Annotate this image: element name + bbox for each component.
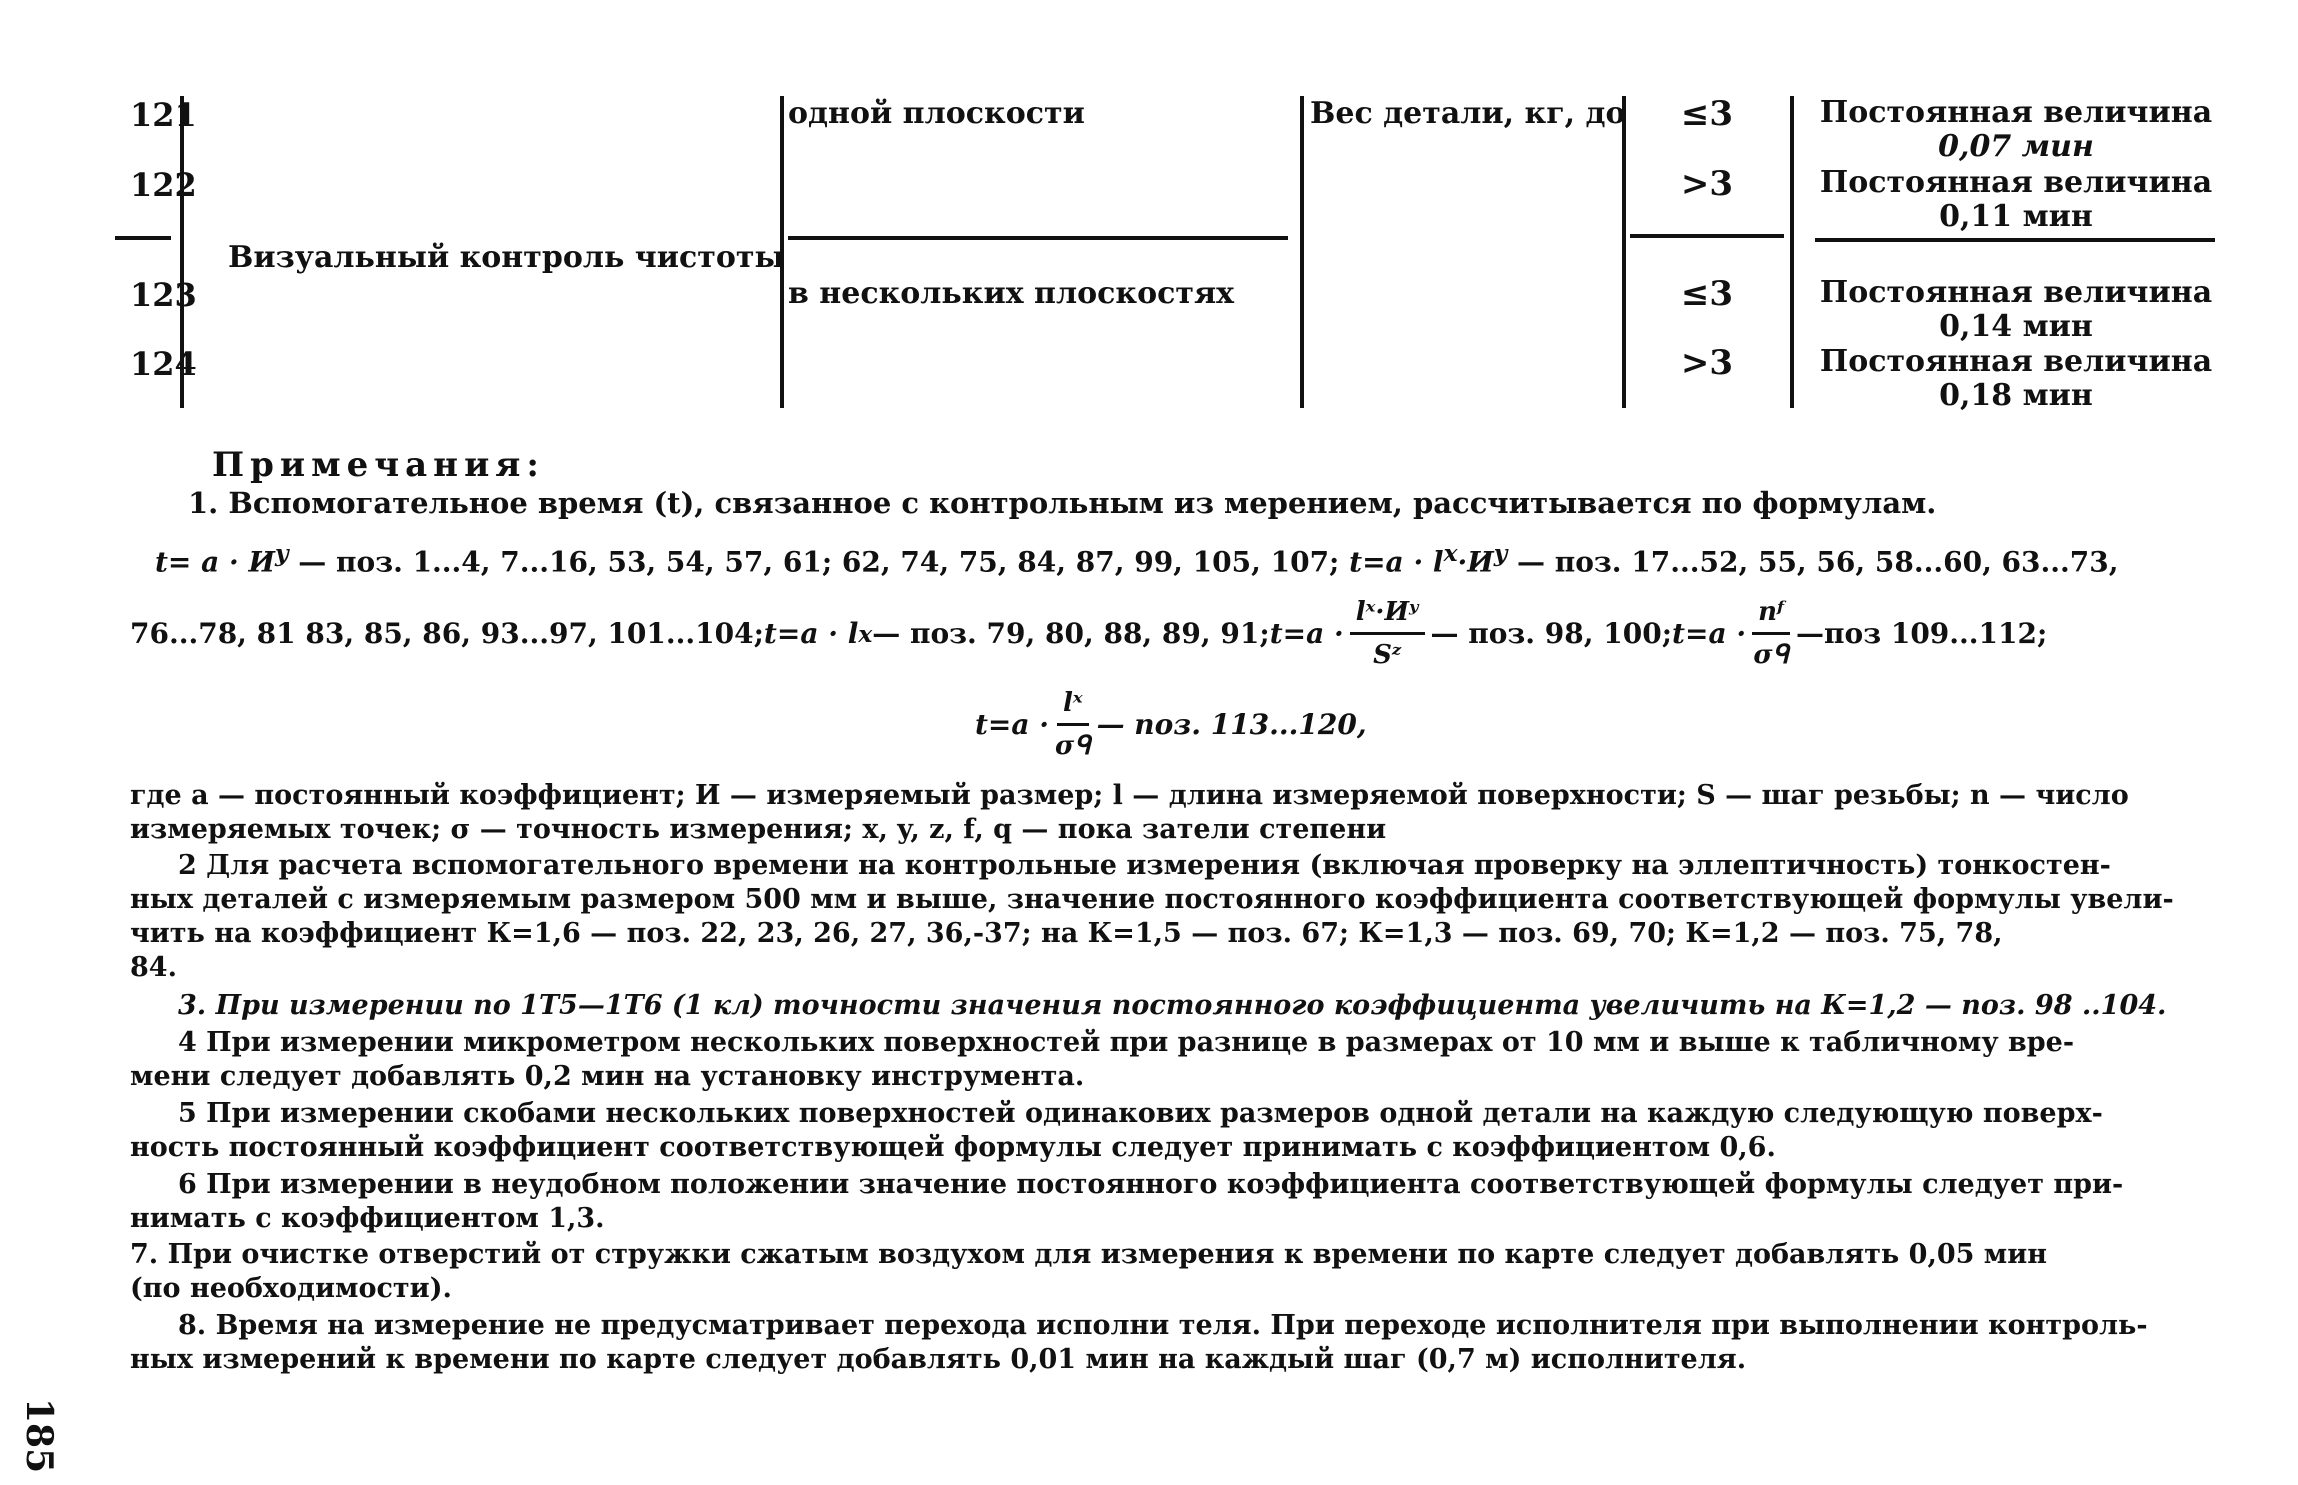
formula-f-denominator: σᑫ [1055,731,1091,761]
formula-d: t=a · [1269,616,1344,650]
formula-e-positions: —поз 109...112; [1796,616,2048,650]
time-value [1806,96,2226,164]
formula-b-exponent-y: y [1493,539,1508,567]
weight-condition: ≤3 [1680,94,1734,134]
note-4-line: 4 При измерении микрометром нескольких поверхностей при разнице в размерах от 10 мм и выше к табличному вре- [178,1027,2075,1058]
note-8-line: 8. Время на измерение не предусматривает перехода исполни теля. При переходе исполнителя при выполнении контроль- [178,1310,2148,1341]
surface-one: одной плоскости [788,96,1085,131]
formula-e: t=a · [1672,616,1747,650]
note-7-line: 7. При очистке отверстий от стружки сжатым воздухом для измерения к времени по карте следует добавлять 0,05 мин [130,1239,2048,1270]
note-4-line: мени следует добавлять 0,2 мин на установку инструмента. [130,1061,1085,1092]
formula-b: t=a · l [1339,545,1444,579]
page-number: 185 [18,1398,60,1474]
formula-d-numerator: lˣ·Иʸ [1350,594,1425,635]
formula-line-3 [975,685,1367,764]
row-separator-surface [788,236,1288,240]
value-amount: 0,18 мин [1939,378,2093,413]
formula-e-denominator: σᑫ [1753,640,1789,670]
formula-a: t= a · И [155,545,275,579]
note-2-line: ных деталей с измеряемым размером 500 мм и выше, значение постоянного коэффициента соответствующей формулы увели- [130,884,2174,915]
value-amount: 0,07 мин [1938,129,2094,164]
formula-d-denominator: Sᶻ [1373,640,1402,670]
formula-d-fraction [1350,594,1425,673]
table-rule-cond-right [1790,96,1794,408]
value-amount: 0,11 мин [1939,199,2093,234]
formula-f-numerator: lˣ [1057,685,1089,726]
row-number: 122 [130,166,197,204]
value-amount: 0,14 мин [1939,309,2093,344]
note-3: 3. При измерении по 1Т5—1Т6 (1 кл) точности значения постоянного коэффициента увеличить на К=1,2 — поз. 98 ..104. [178,990,2167,1021]
formula-b-positions: — поз. 17...52, 55, 56, 58...60, 63...73, [1507,545,2119,579]
row-number: 121 [130,96,197,134]
value-label: Постоянная величина [1819,275,2213,310]
formula-positions-cont: 76...78, 81 83, 85, 86, 93...97, 101...104; [130,616,764,650]
surface-many: в нескольких плоскостях [788,276,1235,311]
note-2-line: 84. [130,952,177,983]
formula-c-exponent: x [858,619,873,648]
formula-d-positions: — поз. 98, 100; [1430,616,1673,650]
row-separator-num [115,236,171,240]
formula-c: t=a · l [763,616,859,650]
row-number: 123 [130,276,197,314]
note-5-line: ность постоянный коэффициент соответствующей формулы следует принимать с коэффициентом 0,6. [130,1132,1776,1163]
notes-heading: Примечания: [212,445,545,485]
value-label: Постоянная величина [1819,165,2213,200]
table-rule-factor [1300,96,1304,408]
weight-condition: ≤3 [1680,274,1734,314]
time-value [1806,276,2226,344]
formula-f-fraction [1055,685,1091,764]
note-6-line: 6 При измерении в неудобном положении значение постоянного коэффициента соответствующей формулы следует при- [178,1169,2124,1200]
time-value [1806,166,2226,234]
formula-f: t=a · [975,707,1050,741]
table-rule-cond-left [1622,96,1626,408]
value-label: Постоянная величина [1819,95,2213,130]
note-7-line: (по необходимости). [130,1273,452,1304]
formula-line-2 [130,594,2047,673]
formula-e-numerator: nᶠ [1752,594,1790,635]
formula-b-exponent-x: x [1443,539,1458,567]
formula-line-1 [155,535,2118,580]
note-5-line: 5 При измерении скобами нескольких поверхностей одинакових размеров одной детали на каждую следующую поверх- [178,1098,2103,1129]
weight-condition: >3 [1680,343,1734,383]
formula-b-mid: ·И [1457,545,1494,579]
where-line-1: где a — постоянный коэффициент; И — измеряемый размер; l — длина измеряемой поверхности; S — шаг резьбы; n — число [130,780,2129,811]
formula-f-positions: — поз. 113...120, [1096,707,1367,741]
formula-a-exponent: y [274,539,289,567]
note-8-line: ных измерений к времени по карте следует добавлять 0,01 мин на каждый шаг (0,7 м) исполнителя. [130,1344,1747,1375]
note-2-line: чить на коэффициент К=1,6 — поз. 22, 23, 26, 27, 36,-37; на К=1,5 — поз. 67; К=1,3 — поз. 69, 70; К=1,2 — поз. 75, 78, [130,918,2003,949]
factor-label: Вес детали, кг, до [1310,96,1626,131]
note-6-line: нимать с коэффициентом 1,3. [130,1203,605,1234]
formula-c-positions: — поз. 79, 80, 88, 89, 91; [872,616,1270,650]
row-separator-cond [1630,234,1784,238]
note-2-line: 2 Для расчета вспомогательного времени на контрольные измерения (включая проверку на эллептичность) тонкостен- [178,850,2111,881]
note-1-intro: 1. Вспомогательное время (t), связанное с контрольным из мерением, рассчитывается по формулам. [188,486,1937,520]
value-label: Постоянная величина [1819,344,2213,379]
operation-name: Визуальный контроль чистоты [228,240,785,275]
formula-a-positions: — поз. 1...4, 7...16, 53, 54, 57, 61; 62, 74, 75, 84, 87, 99, 105, 107; [288,545,1340,579]
formula-e-fraction [1752,594,1790,673]
time-value [1806,345,2226,413]
weight-condition: >3 [1680,164,1734,204]
where-line-2: измеряемых точек; σ — точность измерения; x, y, z, f, q — пока затели степени [130,814,1387,845]
row-separator-value [1815,238,2215,242]
row-number: 124 [130,345,197,383]
